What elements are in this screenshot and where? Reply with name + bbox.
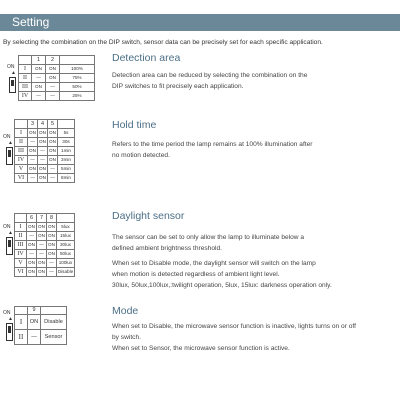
- switch-state-cell: ON: [28, 315, 41, 330]
- table-header-row: [15, 214, 75, 223]
- switch-state-cell: —: [48, 174, 58, 183]
- value-cell: Sensor: [41, 330, 67, 345]
- switch-state-cell: ON: [38, 165, 48, 174]
- table-header-cell: [41, 307, 67, 315]
- value-cell: 100lux: [57, 259, 75, 268]
- value-cell: 5s: [58, 129, 75, 138]
- hold-time-description: [112, 139, 398, 161]
- daylight-sensor-title: Daylight sensor: [112, 210, 185, 222]
- table-header-cell: 8: [47, 214, 57, 223]
- table-header-cell: [15, 214, 27, 223]
- value-cell: 100%: [60, 65, 95, 74]
- row-number-cell: II: [15, 232, 27, 241]
- switch-state-cell: ON: [37, 268, 47, 277]
- value-cell: 25%: [60, 92, 95, 101]
- table-header-row: [15, 120, 75, 129]
- row-number-cell: IV: [19, 92, 32, 101]
- value-cell: 50%: [60, 83, 95, 92]
- switch-state-cell: ON: [28, 129, 38, 138]
- row-number-cell: III: [15, 147, 28, 156]
- dip-on-label: ON: [7, 64, 15, 70]
- daylight-sensor-line: defined ambient brightness threshold.: [112, 245, 222, 252]
- switch-state-cell: ON: [47, 232, 57, 241]
- row-number-cell: V: [15, 259, 27, 268]
- switch-state-cell: —: [47, 259, 57, 268]
- daylight-sensor-line: The sensor can be set to only allow the lamp to illuminate below a: [112, 234, 305, 241]
- row-number-cell: II: [15, 330, 28, 345]
- switch-state-cell: —: [37, 241, 47, 250]
- switch-state-cell: —: [38, 156, 48, 165]
- row-number-cell: III: [19, 83, 32, 92]
- switch-state-cell: ON: [28, 147, 38, 156]
- hold-time-line: Refers to the time period the lamp remains at 100% illumination after: [112, 141, 313, 148]
- value-cell: 5min: [58, 165, 75, 174]
- table-row: [15, 250, 75, 259]
- table-row: [19, 83, 95, 92]
- dip-knob: [8, 150, 11, 157]
- dip-on-label: ON: [3, 224, 11, 230]
- switch-state-cell: —: [32, 74, 46, 83]
- daylight-sensor-description: [112, 232, 398, 291]
- dip-switch-icon: [6, 147, 13, 165]
- switch-state-cell: ON: [38, 129, 48, 138]
- table-row: [15, 330, 67, 345]
- table-row: [19, 92, 95, 101]
- switch-state-cell: —: [27, 232, 37, 241]
- switch-state-cell: —: [28, 174, 38, 183]
- hold-time-table: [14, 119, 75, 183]
- table-header-cell: 3: [28, 120, 38, 129]
- switch-state-cell: ON: [37, 232, 47, 241]
- switch-state-cell: ON: [27, 223, 37, 232]
- switch-state-cell: —: [46, 92, 60, 101]
- table-header-cell: [19, 56, 32, 65]
- detection-area-description: [112, 70, 398, 92]
- switch-state-cell: ON: [27, 241, 37, 250]
- table-row: [19, 74, 95, 83]
- dip-knob: [8, 240, 11, 247]
- setting-header: [0, 14, 400, 31]
- switch-state-cell: ON: [46, 65, 60, 74]
- dip-knob: [11, 80, 14, 86]
- switch-state-cell: ON: [38, 174, 48, 183]
- table-header-cell: 5: [48, 120, 58, 129]
- value-cell: 30lux: [57, 241, 75, 250]
- switch-state-cell: ON: [47, 223, 57, 232]
- switch-state-cell: ON: [48, 156, 58, 165]
- mode-line: by switch.: [112, 334, 141, 341]
- row-number-cell: IV: [15, 250, 27, 259]
- value-cell: 75%: [60, 74, 95, 83]
- hold-time-title: Hold time: [112, 119, 157, 131]
- table-row: [15, 138, 75, 147]
- table-row: [15, 165, 75, 174]
- table-header-cell: [57, 214, 75, 223]
- table-row: [15, 241, 75, 250]
- value-cell: 3min: [58, 156, 75, 165]
- value-cell: 50lux: [57, 250, 75, 259]
- value-cell: Disable: [41, 315, 67, 330]
- up-arrow-icon: ▲: [11, 70, 16, 76]
- table-row: [15, 147, 75, 156]
- dip-on-label: ON: [3, 134, 11, 140]
- table-header-cell: 1: [32, 56, 46, 65]
- switch-state-cell: —: [46, 83, 60, 92]
- row-number-cell: V: [15, 165, 28, 174]
- value-cell: 30s: [58, 138, 75, 147]
- row-number-cell: II: [19, 74, 32, 83]
- intro-text: By selecting the combination on the DIP switch, sensor data can be precisely set for each specific application.: [3, 39, 323, 46]
- mode-line: When set to Sensor, the microwave sensor function is active.: [112, 345, 290, 352]
- switch-state-cell: ON: [37, 223, 47, 232]
- row-number-cell: III: [15, 241, 27, 250]
- table-header-cell: 6: [27, 214, 37, 223]
- row-number-cell: VI: [15, 268, 27, 277]
- switch-state-cell: —: [28, 156, 38, 165]
- switch-state-cell: —: [37, 250, 47, 259]
- hold-time-line: no motion detected.: [112, 152, 170, 159]
- table-row: [15, 223, 75, 232]
- table-header-cell: 7: [37, 214, 47, 223]
- switch-state-cell: —: [47, 268, 57, 277]
- table-header-cell: [58, 120, 75, 129]
- table-row: [19, 65, 95, 74]
- value-cell: 15lux: [57, 232, 75, 241]
- value-cell: 8min: [58, 174, 75, 183]
- dip-switch-icon: [9, 77, 16, 93]
- mode-table: [14, 306, 67, 345]
- table-row: [15, 268, 75, 277]
- up-arrow-icon: ▲: [8, 316, 13, 322]
- row-number-cell: VI: [15, 174, 28, 183]
- table-header-cell: [15, 307, 28, 315]
- value-cell: 1min: [58, 147, 75, 156]
- switch-state-cell: ON: [32, 83, 46, 92]
- switch-state-cell: —: [28, 138, 38, 147]
- table-header-row: [19, 56, 95, 65]
- table-header-row: [15, 307, 67, 315]
- switch-state-cell: ON: [47, 250, 57, 259]
- table-header-cell: [15, 120, 28, 129]
- table-row: [15, 259, 75, 268]
- switch-state-cell: ON: [38, 138, 48, 147]
- detection-area-line: DIP switches to fit precisely each application.: [112, 83, 244, 90]
- daylight-sensor-line: When set to Disable mode, the daylight sensor will switch on the lamp: [112, 260, 316, 267]
- switch-state-cell: ON: [28, 165, 38, 174]
- table-header-cell: [60, 56, 95, 65]
- up-arrow-icon: ▲: [8, 230, 13, 236]
- dip-on-label: ON: [3, 310, 11, 316]
- switch-state-cell: —: [32, 92, 46, 101]
- dip-knob: [8, 326, 11, 333]
- switch-state-cell: ON: [48, 129, 58, 138]
- switch-state-cell: ON: [27, 259, 37, 268]
- table-row: [15, 232, 75, 241]
- row-number-cell: IV: [15, 156, 28, 165]
- switch-state-cell: ON: [47, 241, 57, 250]
- row-number-cell: I: [19, 65, 32, 74]
- switch-state-cell: ON: [48, 147, 58, 156]
- mode-title: Mode: [112, 305, 139, 317]
- row-number-cell: II: [15, 138, 28, 147]
- row-number-cell: I: [15, 129, 28, 138]
- table-row: [15, 156, 75, 165]
- value-cell: Disable: [57, 268, 75, 277]
- dip-switch-icon: [6, 237, 13, 255]
- up-arrow-icon: ▲: [8, 140, 13, 146]
- switch-state-cell: —: [48, 165, 58, 174]
- detection-area-table: [18, 55, 95, 101]
- row-number-cell: I: [15, 315, 28, 330]
- table-row: [15, 129, 75, 138]
- switch-state-cell: —: [38, 147, 48, 156]
- daylight-sensor-line: 30lux, 50lux,100lux,:twilight operation, 5lux, 15lux: darkness operation only.: [112, 282, 332, 289]
- table-header-cell: 9: [28, 307, 41, 315]
- table-row: [15, 315, 67, 330]
- detection-area-line: Detection area can be reduced by selecting the combination on the: [112, 72, 308, 79]
- table-row: [15, 174, 75, 183]
- switch-state-cell: —: [27, 250, 37, 259]
- page-title: Setting: [12, 15, 50, 29]
- mode-line: When set to Disable, the microwave sensor function is inactive, lights turns on or off: [112, 323, 356, 330]
- switch-state-cell: —: [28, 330, 41, 345]
- dip-switch-icon: [6, 323, 13, 341]
- table-header-cell: 2: [46, 56, 60, 65]
- value-cell: 5lux: [57, 223, 75, 232]
- table-header-cell: 4: [38, 120, 48, 129]
- row-number-cell: I: [15, 223, 27, 232]
- switch-state-cell: ON: [32, 65, 46, 74]
- daylight-sensor-line: when motion is detected regardless of ambient light level.: [112, 271, 280, 278]
- switch-state-cell: ON: [48, 138, 58, 147]
- mode-description: [112, 321, 398, 354]
- daylight-sensor-table: [14, 213, 75, 277]
- detection-area-title: Detection area: [112, 52, 181, 64]
- switch-state-cell: ON: [37, 259, 47, 268]
- switch-state-cell: ON: [46, 74, 60, 83]
- switch-state-cell: ON: [27, 268, 37, 277]
